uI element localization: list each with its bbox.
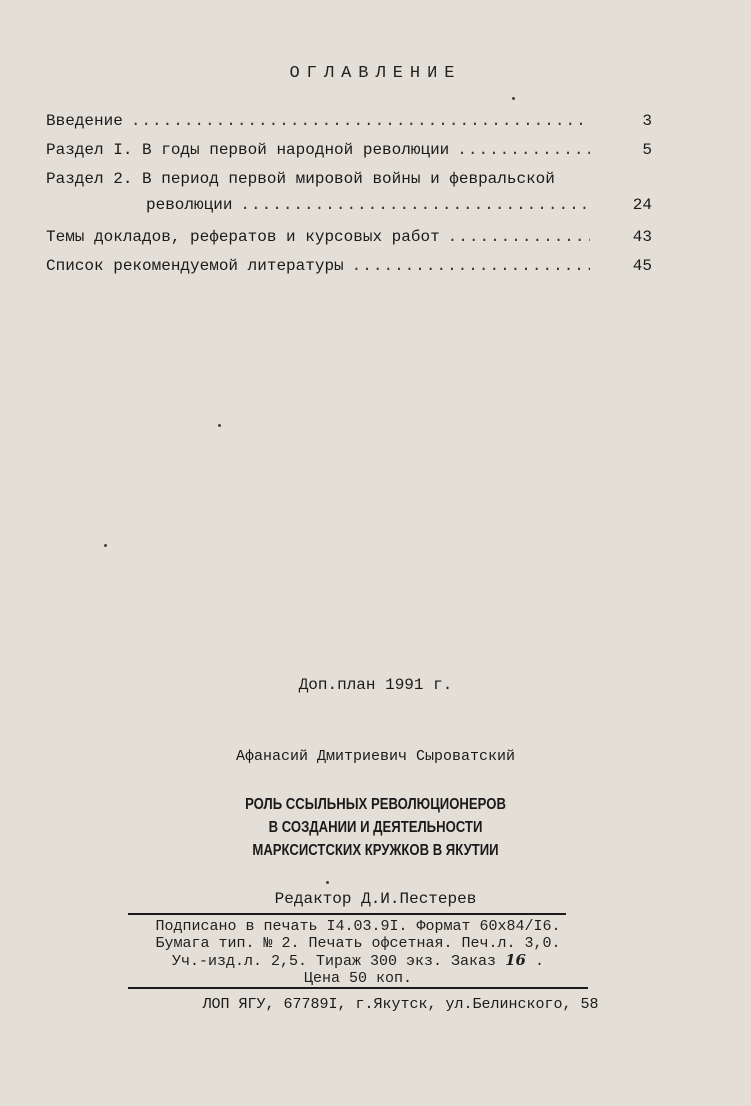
- toc-entry-label: Введение: [46, 112, 123, 130]
- toc-entry: [46, 141, 652, 161]
- toc-entry-label-continued: революции: [146, 196, 233, 214]
- toc-entry-page: 45: [632, 257, 652, 275]
- toc-entry-label: Темы докладов, рефератов и курсовых работ: [46, 228, 440, 246]
- divider-top: [128, 913, 566, 915]
- table-of-contents: [46, 112, 652, 286]
- paper-speck: [218, 424, 221, 427]
- toc-leader-dots: [240, 196, 590, 214]
- paper-speck: [326, 881, 329, 884]
- toc-leader-dots: [448, 228, 590, 246]
- book-title-line: МАРКСИСТСКИХ КРУЖКОВ В ЯКУТИИ: [252, 842, 499, 859]
- imprint-details: [128, 918, 588, 987]
- imprint-paper: Бумага тип. № 2. Печать офсетная. Печ.л. 3,0.: [155, 935, 561, 952]
- book-title-line: В СОЗДАНИИ И ДЕЯТЕЛЬНОСТИ: [268, 819, 483, 836]
- toc-entry: [46, 170, 652, 219]
- toc-entry: [46, 112, 652, 132]
- imprint-signed: Подписано в печать I4.03.9I. Формат 60х84/I6.: [155, 918, 561, 935]
- imprint-publication: [128, 952, 588, 970]
- paper-speck: [104, 544, 107, 547]
- toc-leader-dots: [457, 141, 590, 159]
- toc-entry-label: Список рекомендуемой литературы: [46, 257, 344, 275]
- toc-entry-label: Раздел I. В годы первой народной революции: [46, 141, 450, 159]
- toc-entry-page: 3: [642, 112, 652, 130]
- handwritten-order-number: 16: [505, 951, 526, 969]
- toc-entry-page: 5: [642, 141, 652, 159]
- toc-entry: [46, 257, 652, 277]
- toc-leader-dots: [131, 112, 590, 130]
- imprint-price: Цена 50 коп.: [303, 970, 413, 987]
- book-title-line: РОЛЬ ССЫЛЬНЫХ РЕВОЛЮЦИОНЕРОВ: [245, 796, 506, 813]
- toc-entry: [46, 228, 652, 248]
- toc-entry-page: 43: [632, 228, 652, 246]
- author-name: Афанасий Дмитриевич Сыроватский: [235, 748, 516, 765]
- publication-plan: Доп.план 1991 г.: [298, 676, 453, 694]
- toc-title: ОГЛАВЛЕНИЕ: [289, 64, 462, 83]
- divider-bottom: [128, 987, 588, 989]
- paper-speck: [512, 97, 515, 100]
- toc-leader-dots: [352, 257, 590, 275]
- book-title: [68, 793, 684, 862]
- toc-entry-label: Раздел 2. В период первой мировой войны и февральской: [46, 170, 555, 188]
- imprint-publication-end: .: [534, 953, 544, 970]
- imprint-publication-text: Уч.-изд.л. 2,5. Тираж 300 экз. Заказ: [172, 953, 497, 970]
- toc-entry-page: 24: [632, 196, 652, 214]
- editor-line: Редактор Д.И.Пестерев: [274, 890, 477, 908]
- printer-address: ЛОП ЯГУ, 67789I, г.Якутск, ул.Белинского, 58: [202, 996, 599, 1013]
